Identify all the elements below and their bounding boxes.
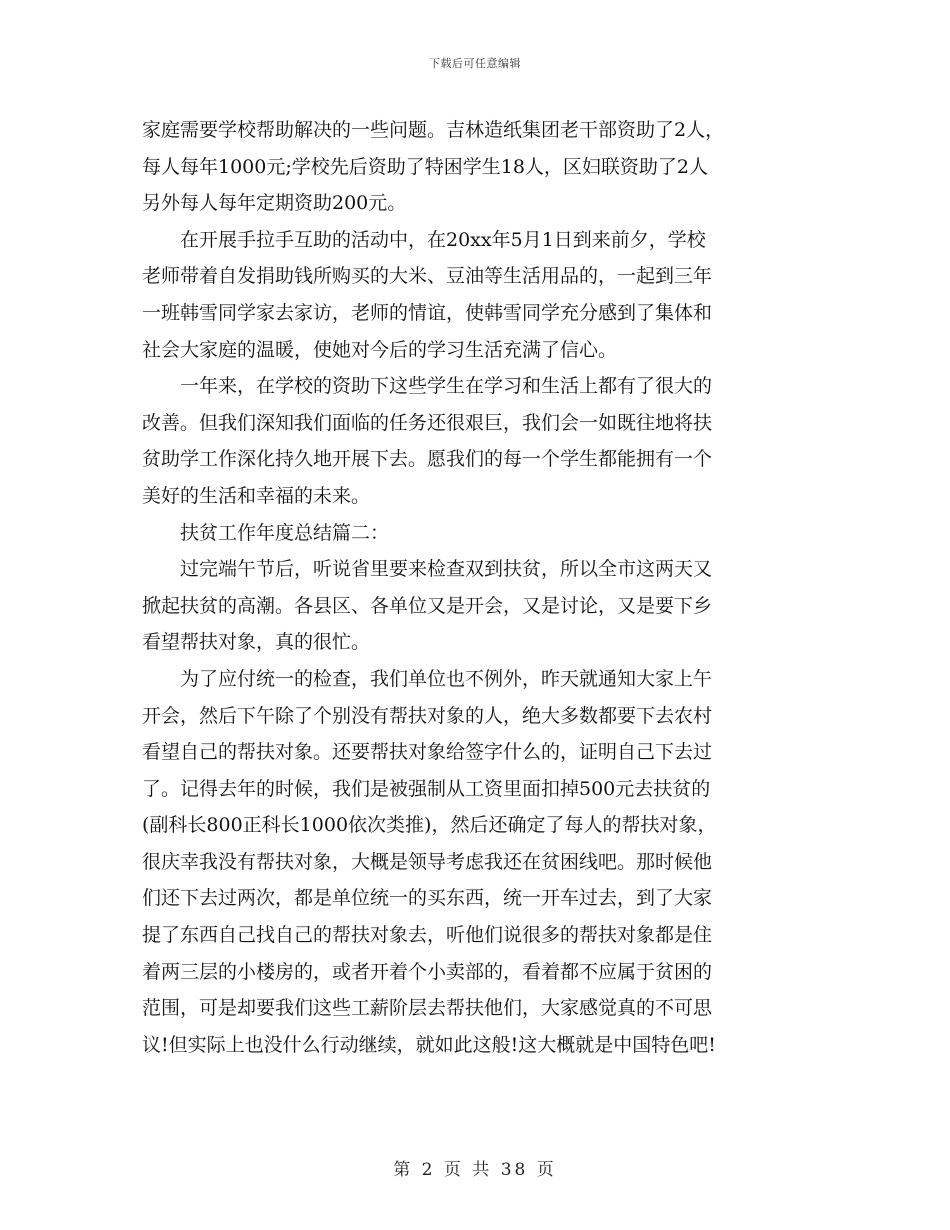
text-line: 家庭需要学校帮助解决的一些问题。吉林造纸集团老干部资助了2人， (142, 119, 725, 141)
text-line: 议!但实际上也没什么行动继续，就如此这般!这大概就是中国特色吧! (142, 1033, 716, 1056)
section-heading: 扶贫工作年度总结篇二： (142, 521, 390, 544)
text-line: 贫助学工作深化持久地开展下去。愿我们的每一个学生都能拥有一个 (142, 448, 713, 471)
text-line: 每人每年1000元;学校先后资助了特困学生18人，区妇联资助了2人 (142, 155, 709, 178)
text-line: (副科长800正科长1000依次类推)，然后还确定了每人的帮扶对象， (142, 814, 717, 837)
document-body (142, 112, 808, 1063)
page-header: 下载后可任意编辑 (429, 57, 521, 70)
text-line: 过完端午节后，听说省里要来检查双到扶贫，所以全市这两天又 (142, 558, 713, 581)
text-line: 范围，可是却要我们这些工薪阶层去帮扶他们，大家感觉真的不可思 (142, 997, 713, 1020)
text-line: 老师带着自发捐助钱所购买的大米、豆油等生活用品的，一起到三年 (142, 265, 713, 288)
text-line: 着两三层的小楼房的，或者开着个小卖部的，看着都不应属于贫困的 (142, 960, 713, 983)
text-line: 们还下去过两次，都是单位统一的买东西，统一开车过去，到了大家 (142, 887, 713, 910)
text-line: 看望自己的帮扶对象。还要帮扶对象给签字什么的，证明自己下去过 (142, 741, 713, 764)
text-line: 一年来，在学校的资助下这些学生在学习和生活上都有了很大的 (142, 375, 713, 398)
text-line: 很庆幸我没有帮扶对象，大概是领导考虑我还在贫困线吧。那时候他 (142, 850, 713, 873)
text-line: 改善。但我们深知我们面临的任务还很艰巨，我们会一如既往地将扶 (142, 411, 713, 434)
text-line: 开会，然后下午除了个别没有帮扶对象的人，绝大多数都要下去农村 (142, 704, 713, 727)
text-line: 在开展手拉手互助的活动中，在20xx年5月1日到来前夕，学校 (142, 228, 706, 251)
text-line: 为了应付统一的检查，我们单位也不例外，昨天就通知大家上午 (142, 667, 713, 690)
text-line: 另外每人每年定期资助200元。 (142, 192, 407, 215)
text-line: 提了东西自己找自己的帮扶对象去，听他们说很多的帮扶对象都是住 (142, 924, 713, 947)
page-footer: 第 2 页 共 38 页 (393, 1160, 557, 1180)
text-line: 看望帮扶对象，真的很忙。 (142, 631, 371, 654)
text-line: 社会大家庭的温暖，使她对今后的学习生活充满了信心。 (142, 338, 618, 361)
text-line: 了。记得去年的时候，我们是被强制从工资里面扣掉500元去扶贫的 (142, 777, 711, 800)
text-line: 掀起扶贫的高潮。各县区、各单位又是开会，又是讨论，又是要下乡 (142, 594, 713, 617)
text-line: 一班韩雪同学家去家访，老师的情谊，使韩雪同学充分感到了集体和 (142, 301, 713, 324)
text-line: 美好的生活和幸福的未来。 (142, 484, 371, 507)
